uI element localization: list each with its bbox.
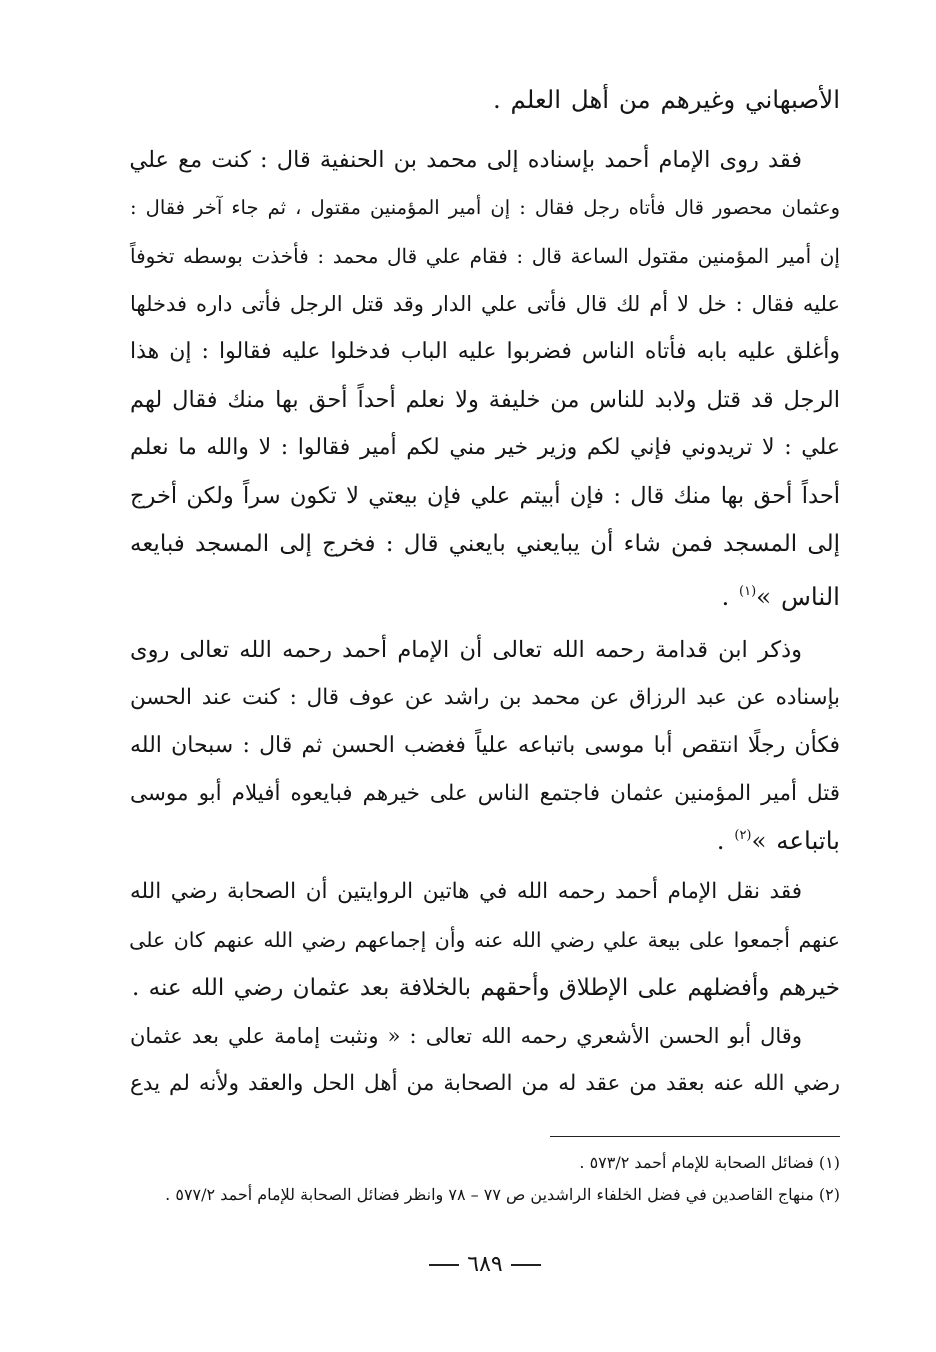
text-line: رضي الله عنه بعقد من عقد له من الصحابة من أهل الحل والعقد ولأنه لم يدع <box>130 1071 840 1096</box>
text-line: الأصبهاني وغيرهم من أهل العلم . <box>492 85 840 114</box>
paragraph-3-start: فقد نقل الإمام أحمد رحمه الله في هاتين الروايتين أن الصحابة رضي الله <box>130 879 802 904</box>
footnote-2: (٢) منهاج القاصدين في فضل الخلفاء الراشدين ص ٧٧ – ٧٨ وانظر فضائل الصحابة للإمام أحمد ٥٧٧/٢ . <box>165 1185 840 1204</box>
text-line: بإسناده عن عبد الرزاق عن محمد بن راشد عن عوف قال : كنت عند الحسن <box>130 685 840 710</box>
footnote-separator <box>550 1136 840 1137</box>
text-line: الرجل قد قتل ولابد للناس من خليفة ولا نعلم أحداً أحق بها منك فقال لهم <box>130 387 840 413</box>
page-number <box>130 1250 840 1280</box>
text-line: باتباعه »$^{(٢)}$ . <box>716 826 840 855</box>
text-line: وعثمان محصور قال فأتاه رجل فقال : إن أمير المؤمنين مقتول ، ثم جاء آخر فقال : <box>130 196 840 219</box>
text-line: علي : لا تريدوني فإني لكم وزير خير مني لكم أمير فقالوا : لا والله ما نعلم <box>130 435 840 460</box>
text-line: أحداً أحق بها منك قال : فإن أبيتم علي فإن بيعتي لا تكون سراً ولكن أخرج <box>130 483 840 509</box>
text-line: فكأن رجلًا انتقص أبا موسى باتباعه علياً فغضب الحسن ثم قال : سبحان الله <box>130 733 840 758</box>
dash-left <box>429 1264 459 1266</box>
dash-right <box>511 1264 541 1266</box>
footnote-ref-2: (٢) <box>734 828 752 843</box>
page-number-text: ٦٨٩ <box>467 1252 503 1277</box>
footnote-ref-1: (١) <box>739 584 757 599</box>
text-line: إن أمير المؤمنين مقتول الساعة قال : فقام علي قال محمد : فأخذت بوسطه تخوفاً <box>130 244 840 268</box>
footnote-1: (١) فضائل الصحابة للإمام أحمد ٥٧٣/٢ . <box>579 1153 840 1172</box>
paragraph-4-start: وقال أبو الحسن الأشعري رحمه الله تعالى : « ونثبت إمامة علي بعد عثمان <box>130 1024 802 1048</box>
text-line: الناس »$^{(١)}$ . <box>721 582 840 611</box>
text-line: عنهم أجمعوا على بيعة علي رضي الله عنه وأن إجماعهم رضي الله عنهم كان على <box>129 928 840 952</box>
document-page <box>130 74 840 1304</box>
period: . <box>716 826 725 855</box>
text-line: عليه فقال : خل لا أم لك قال فأتى علي الدار وقد قتل الرجل فأتى داره فدخلها <box>130 292 840 316</box>
text-line: قتل أمير المؤمنين عثمان فاجتمع الناس على خيرهم فبايعوه أفيلام أبو موسى <box>130 781 840 806</box>
text-line: إلى المسجد فمن شاء أن يبايعني بايعني قال : فخرج إلى المسجد فبايعه <box>130 531 840 557</box>
paragraph-2-start: وذكر ابن قدامة رحمه الله تعالى أن الإمام أحمد رحمه الله تعالى روى <box>130 637 802 663</box>
text-line: خيرهم وأفضلهم على الإطلاق وأحقهم بالخلافة بعد عثمان رضي الله عنه . <box>131 975 840 1001</box>
paragraph-1-start: فقد روى الإمام أحمد بإسناده إلى محمد بن الحنفية قال : كنت مع علي <box>129 147 802 173</box>
text-line: وأغلق عليه بابه فأتاه الناس فضربوا عليه الباب فدخلوا عليه فقالوا : إن هذا <box>130 339 840 364</box>
period: . <box>721 582 730 611</box>
